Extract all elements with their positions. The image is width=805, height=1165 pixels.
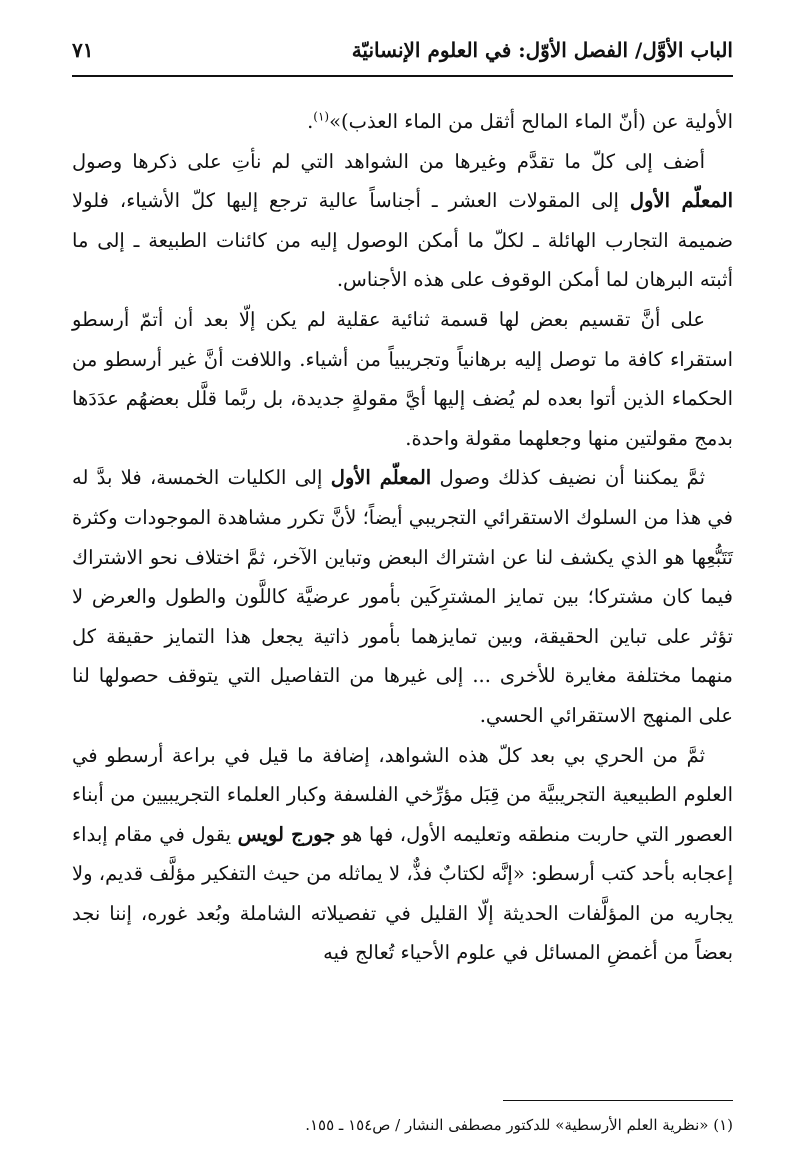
page-number: ٧١ [72,38,94,62]
text-segment: إلى المقولات العشر ـ أجناساً عالية ترجع إليها كلّ الأشياء، فلولا ضميمة التجارب الهائلة ـ لكلّ ما أمكن الوصول إليه من كائنات الطبيعة ـ إلى ما أثبته البرهان لما أمكن الوقوف على هذه الأجناس. [72,189,733,292]
body-text [72,102,733,973]
text-segment: يقول في مقام إبداء إعجابه بأحد كتب أرسطو: «إنَّه لكتابٌ فذٌّ، لا يماثله من حيث التفكير مؤلَّف قديم، ولا يجاريه من المؤلَّفات الحديثة إلّا القليل في تفصيلاته الشاملة وبُعد غوره، إننا نجد بعضاً من أغمضِ المسائل في علوم الأحياء تُعالج فيه [72,822,733,965]
text-segment: . [307,110,314,133]
bold-name: المعلّم الأول [629,189,733,213]
header-rule [72,75,733,77]
paragraph [72,142,733,300]
text-segment: الأولية عن (أنّ الماء المالح أثقل من الماء العذب)» [329,110,733,133]
paragraph [72,102,733,142]
text-segment: ثمَّ من الحري بي بعد كلّ هذه الشواهد، إضافة ما قيل في براعة أرسطو في العلوم الطبيعية التجريبيَّة من قِبَل مؤرِّخي الفلسفة وكبار العلماء التجريبيين من أبناء العصور التي حاربت منطقه وتعليمه الأول، فها هو [72,743,733,846]
header-title: الباب الأوَّل/ الفصل الأوّل: في العلوم الإنسانيّة [351,38,733,62]
text-segment: ثمَّ يمكننا أن نضيف كذلك وصول [431,466,705,490]
footnote-rule [503,1100,733,1101]
text-segment: على أنَّ تقسيم بعض لها قسمة ثنائية عقلية لم يكن إلّا بعد أن أتمّ أرسطو استقراء كافة ما توصل إليه برهانياً وتجريبياً من أشياء. واللافت أنَّ غير أرسطو من الحكماء الذين أتوا بعده لم يُضف إليها أيَّ مقولةٍ جديدة، بل ربَّما قلَّل بعضهُم عدَدَها بدمج مقولتين منها وجعلهما مقولة واحدة. [72,307,733,450]
paragraph [72,300,733,458]
bold-name: جورج لويس [237,822,336,846]
paragraph [72,736,733,974]
bold-name: المعلّم الأول [330,466,432,490]
paragraph [72,458,733,735]
footnote-marker: (١) [313,109,330,124]
text-segment: أضف إلى كلّ ما تقدَّم وغيرها من الشواهد التي لم نأتِ على ذكرها وصول [72,149,705,173]
running-header [72,30,733,70]
text-segment: إلى الكليات الخمسة، فلا بدَّ له في هذا من السلوك الاستقرائي التجريبي أيضاً؛ لأنَّ تكرر مشاهدة الموجودات وكثرة تَتَبُّعِها هو الذي يكشف لنا عن اشتراك البعض وتباين الآخر، ثمَّ اختلاف نحو الاشتراك فيما كان مشتركا؛ بين تمايز المشترِكَين بأمور عرضيَّة كاللَّون والطول والعرض لا تؤثر على تباين الحقيقة، وبين تمايزهما بأمور ذاتية يجعل هذا التمايز حقيقة كل منهما مختلفة مغايرة للأخرى ... إلى غيرها من التفاصيل التي يتوقف حصولها لنا على المنهج الاستقرائي الحسي. [72,466,733,727]
footnote: (١) «نظرية العلم الأرسطية» للدكتور مصطفى النشار / ص١٥٤ ـ ١٥٥. [305,1116,733,1134]
